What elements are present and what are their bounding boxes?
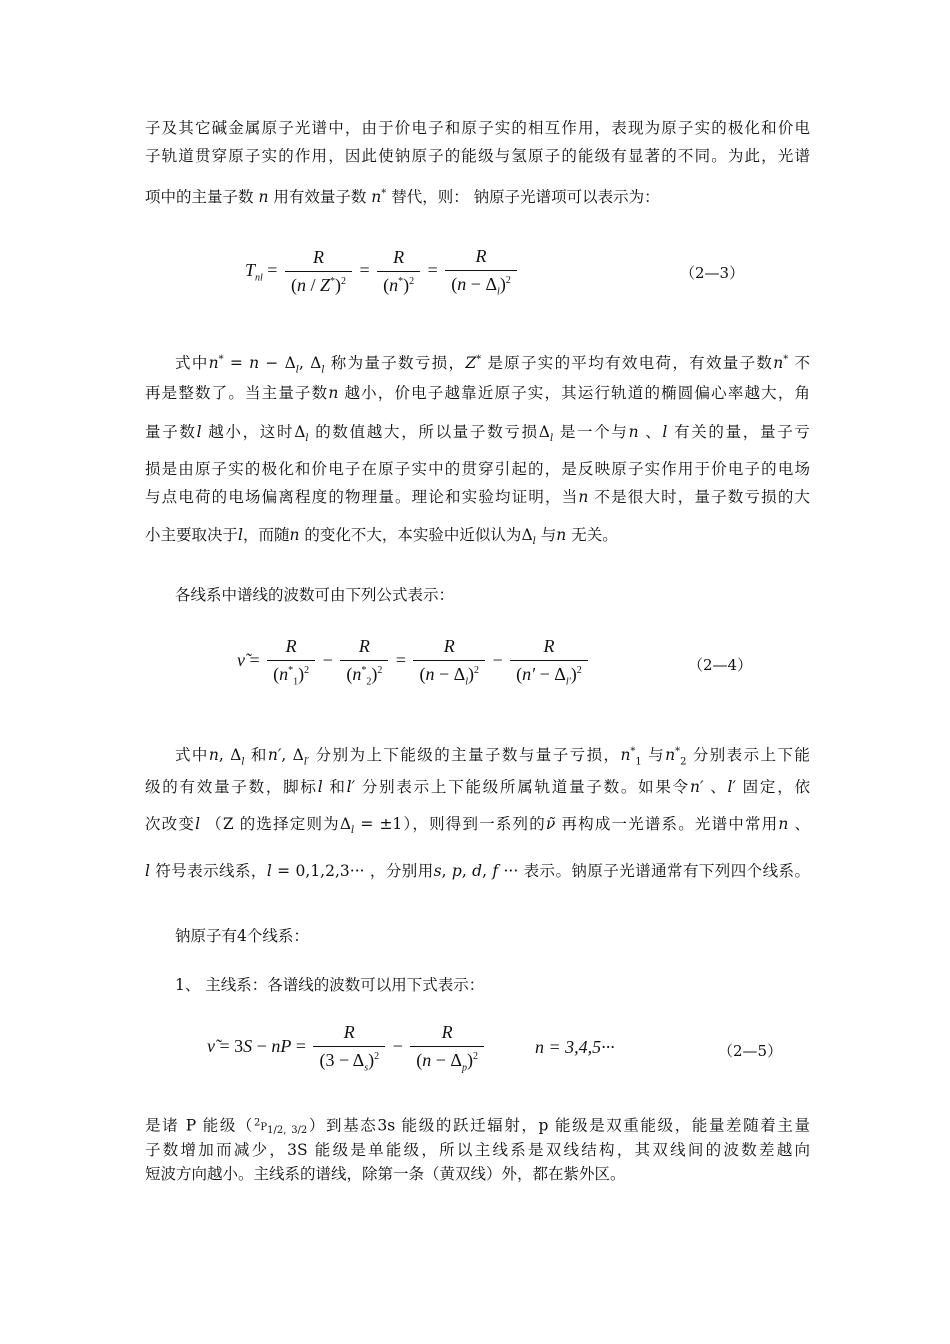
equation-2-5: ν̃ = 3S − nP = $\frac{R}{(3 - \Delta_s)^2}$ − $\frac{R}{(n - \Delta_p)^2}$: [207, 1022, 487, 1074]
paragraph-line: 量子数l 越小，这时$\Delta_l$ 的数值越大，所以量子数亏损$\Delta_l$ 是一个与n 、l 有关的量，量子亏: [145, 423, 810, 445]
equation-number: （2—4）: [688, 656, 753, 674]
paragraph-line: 子轨道贯穿原子实的作用，因此使钠原子的能级与氢原子的能级有显著的不同。为此，光谱: [145, 147, 810, 165]
paragraph-line: 短波方向越小。主线系的谱线，除第一条（黄双线）外，都在紫外区。: [145, 1165, 626, 1183]
paragraph-line: 式中n, $\Delta_l$ 和n′, $\Delta_{l'}$ 分别为上下能级的主量子数与量子亏损，$n^*_1$ 与$n^*_2$ 分别表示上下能: [175, 746, 810, 768]
paragraph-line: 1、 主线系：各谱线的波数可以用下式表示：: [175, 976, 485, 994]
paragraph-line: 子数增加而减少，3S 能级是单能级，所以主线系是双线结构，其双线间的波数差越向: [145, 1141, 810, 1159]
equation-number: （2—3）: [680, 264, 745, 282]
equation-2-3: $T_{nl}$ = $\frac{R}{(n / Z^*)^2}$ = $\frac{R}{(n^*)^2}$ = $\frac{R}{(n - \Delta_l)^2}$: [245, 246, 520, 298]
paragraph-line: 与点电荷的电场偏离程度的物理量。理论和实验均证明，当n 不是很大时，量子数亏损的大: [145, 488, 810, 506]
paragraph-line: 各线系中谱线的波数可由下列公式表示：: [175, 586, 455, 604]
paragraph-line: 级的有效量子数，脚标l 和l′ 分别表示上下能级所属轨道量子数。如果令n′ 、l′ 固定，依: [145, 778, 810, 796]
equation-number: （2—5）: [718, 1042, 783, 1060]
paragraph-line: 式中$n^* = n - \Delta_l$, $\Delta_l$ 称为量子数亏损，Z* 是原子实的平均有效电荷，有效量子数n* 不: [175, 354, 810, 376]
paragraph-line: 子及其它碱金属原子光谱中，由于价电子和原子实的相互作用，表现为原子实的极化和价电: [145, 119, 810, 137]
equation-2-4: ν̃ = $\frac{R}{(n^*_1)^2}$ − $\frac{R}{(n^*_2)^2}$ = $\frac{R}{(n - \Delta_l)^2}$ − $\frac{R}{(n' - \Delta_{l'})^2}$: [237, 636, 591, 688]
paragraph-line: l 符号表示线系，l = 0,1,2,3··· ，分别用s, p, d, f ··· 表示。钠原子光谱通常有下列四个线系。: [145, 862, 810, 880]
paragraph-line: 项中的主量子数 n 用有效量子数 n* 替代，则： 钠原子光谱项可以表示为：: [145, 188, 660, 207]
paragraph-line: 次改变l （Z 的选择定则为$\Delta_l = \pm 1$），则得到一系列的ν̃ 再构成一光谱系。光谱中常用n 、: [145, 815, 810, 837]
equation-range: n = 3,4,5···: [535, 1037, 615, 1057]
paragraph-line: 是诸 P 能级$(^2P_{1/2, 3/2})$到基态3s 能级的跃迁辐射，p 能级是双重能级，能量差随着主量: [145, 1116, 810, 1137]
paragraph-line: 小主要取决于l，而随n 的变化不大，本实验中近似认为$\Delta_l$ 与n 无关。: [145, 526, 618, 548]
paragraph-line: 损是由原子实的极化和价电子在原子实中的贯穿引起的，是反映原子实作用于价电子的电场: [145, 460, 810, 478]
paragraph-line: 钠原子有4个线系：: [175, 927, 309, 945]
paragraph-line: 再是整数了。当主量子数n 越小，价电子越靠近原子实，其运行轨道的椭圆偏心率越大，角: [145, 384, 810, 402]
